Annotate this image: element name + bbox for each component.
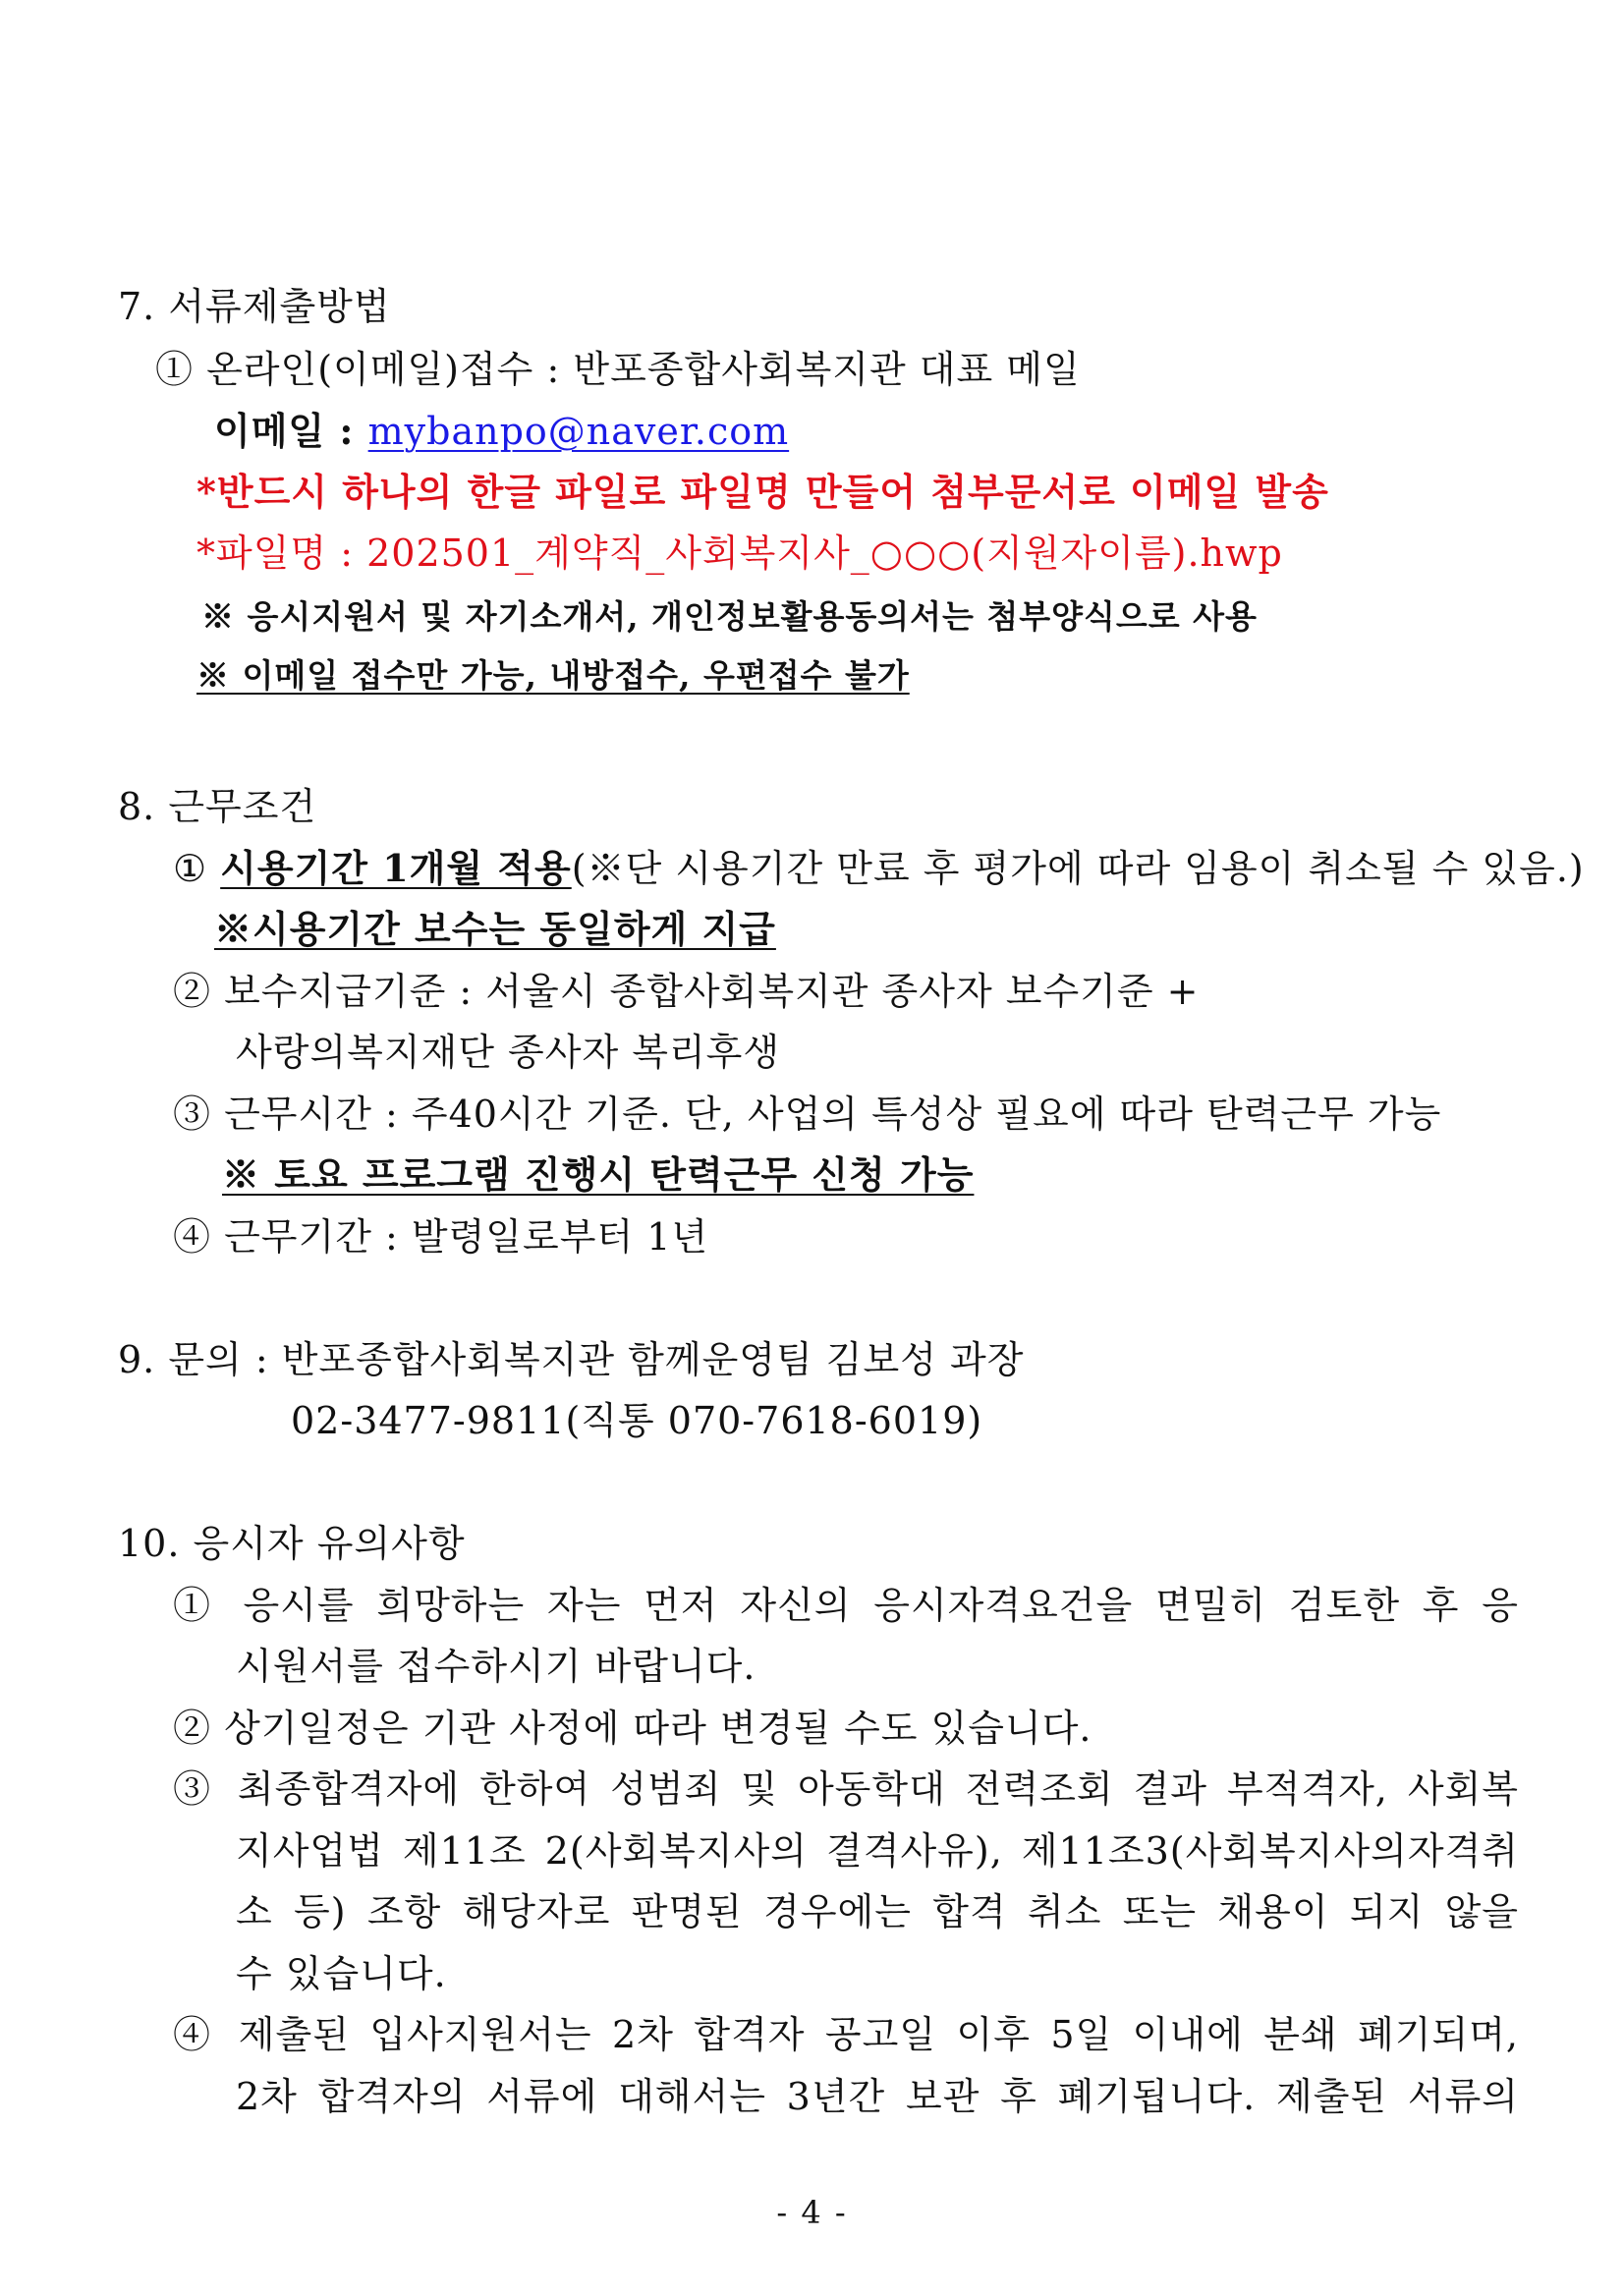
section-7-item-1: ① 온라인(이메일)접수 : 반포종합사회복지관 대표 메일 [155,348,1081,391]
email-label: 이메일 : [214,409,368,453]
notice-item-3-line-3: 소 등) 조항 해당자로 판명된 경우에는 합격 취소 또는 채용이 되지 않을 [236,1890,1519,1933]
required-note: *반드시 하나의 한글 파일로 파일명 만들어 첨부문서로 이메일 발송 [196,470,1329,514]
section-8-item-1 [173,845,1585,892]
section-8-item-2-cont: 사랑의복지재단 종사자 복리후생 [236,1031,781,1074]
probation-period: 시용기간 1개월 적용 [220,846,572,890]
item-1-marker: ① [173,847,221,890]
contact-phone: 02-3477-9811(직통 070-7618-6019) [291,1399,983,1442]
section-8-item-4: ④ 근무기간 : 발령일로부터 1년 [173,1215,709,1259]
notice-item-3-line-2: 지사업법 제11조 2(사회복지사의 결격사유), 제11조3(사회복지사의자격취 [236,1829,1519,1873]
probation-note: (※단 시용기간 만료 후 평가에 따라 임용이 취소될 수 있음.) [571,847,1585,890]
email-link[interactable]: mybanpo@naver.com [367,410,790,453]
forms-note: ※ 응시지원서 및 자기소개서, 개인정보활용동의서는 첨부양식으로 사용 [201,597,1258,636]
page-number: - 4 - [776,2194,848,2231]
probation-pay-note: ※시용기간 보수는 동일하게 지급 [214,907,776,951]
notice-item-4-line-1: ④ 제출된 입사지원서는 2차 합격자 공고일 이후 5일 이내에 분쇄 폐기되며, [173,2013,1519,2056]
notice-item-3-line-4: 수 있습니다. [236,1952,447,1995]
notice-item-2: ② 상기일정은 기관 사정에 따라 변경될 수도 있습니다. [173,1707,1092,1750]
section-8-heading: 8. 근무조건 [118,785,317,828]
section-9-heading: 9. 문의 : 반포종합사회복지관 함께운영팀 김보성 과장 [118,1338,1025,1381]
section-7-heading: 7. 서류제출방법 [118,285,391,328]
saturday-flex-note: ※ 토요 프로그램 진행시 탄력근무 신청 가능 [222,1152,975,1197]
notice-item-3-line-1: ③ 최종합격자에 한하여 성범죄 및 아동학대 전력조회 결과 부적격자, 사회복 [173,1767,1519,1811]
section-8-item-3: ③ 근무시간 : 주40시간 기준. 단, 사업의 특성상 필요에 따라 탄력근무 가능 [173,1092,1442,1136]
notice-item-1-line-1: ① 응시를 희망하는 자는 먼저 자신의 응시자격요건을 면밀히 검토한 후 응 [173,1584,1519,1627]
notice-item-1-line-2: 시원서를 접수하시기 바랍니다. [236,1645,756,1688]
email-only-note: ※ 이메일 접수만 가능, 내방접수, 우편접수 불가 [196,656,910,695]
notice-item-4-line-2: 2차 합격자의 서류에 대해서는 3년간 보관 후 폐기됩니다. 제출된 서류의 [236,2075,1519,2118]
section-8-item-2: ② 보수지급기준 : 서울시 종합사회복지관 종사자 보수기준 + [173,970,1200,1013]
email-line [214,408,789,455]
filename-note: *파일명 : 202501_계약직_사회복지사_○○○(지원자이름).hwp [196,532,1283,575]
section-10-heading: 10. 응시자 유의사항 [118,1522,466,1565]
